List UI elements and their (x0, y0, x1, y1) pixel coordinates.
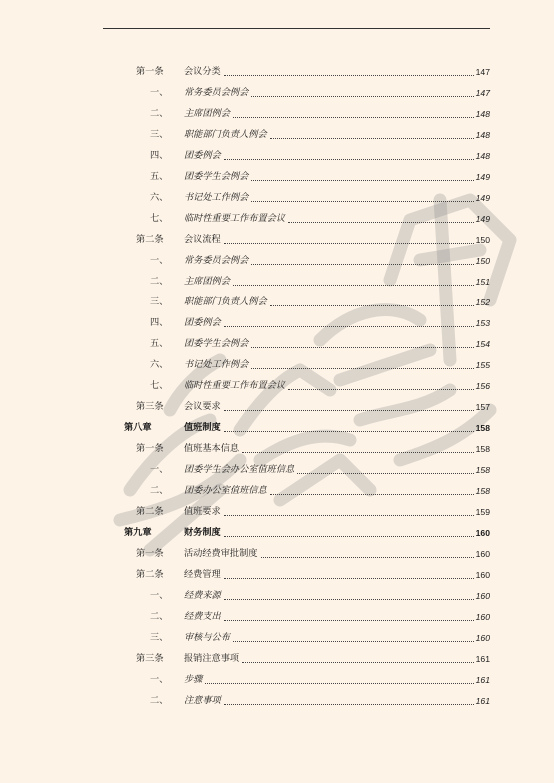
toc-entry-page-number: 151 (475, 276, 490, 287)
toc-entry-title: 报销注意事项 (184, 652, 240, 664)
toc-entry-sub[interactable] (150, 694, 490, 708)
toc-entry-page-number: 149 (475, 213, 490, 224)
toc-entry-sub[interactable] (150, 191, 490, 205)
toc-entry-label: 第九章 (124, 526, 152, 538)
dot-leader (224, 243, 474, 244)
toc-entry-label: 第一条 (136, 547, 164, 559)
toc-entry-page-number: 152 (475, 297, 490, 308)
toc-entry-label: 五、 (150, 170, 169, 182)
toc-entry-label: 二、 (150, 107, 169, 119)
dot-leader (224, 536, 474, 537)
toc-entry-article[interactable] (136, 65, 490, 79)
toc-entry-page-number: 148 (475, 108, 490, 119)
toc-entry-title: 经费支出 (184, 610, 221, 622)
toc-entry-title: 经费管理 (184, 568, 221, 580)
toc-entry-label: 三、 (150, 296, 169, 308)
dot-leader (224, 75, 474, 76)
toc-entry-title: 审核与公布 (184, 631, 230, 643)
toc-entry-page-number: 148 (475, 150, 490, 161)
toc-entry-sub[interactable] (150, 463, 490, 477)
toc-entry-sub[interactable] (150, 673, 490, 687)
toc-entry-page-number: 155 (475, 360, 490, 371)
toc-entry-label: 二、 (150, 275, 169, 287)
toc-entry-page-number: 159 (475, 506, 490, 517)
toc-entry-page-number: 149 (475, 192, 490, 203)
dot-leader (233, 285, 474, 286)
toc-entry-sub[interactable] (150, 589, 490, 603)
dot-leader (224, 599, 474, 600)
toc-entry-label: 一、 (150, 464, 169, 476)
toc-entry-page-number: 147 (475, 87, 490, 98)
toc-entry-label: 四、 (150, 149, 169, 161)
toc-entry-page-number: 161 (475, 653, 490, 664)
toc-entry-title: 团委学生会例会 (184, 338, 249, 350)
toc-entry-sub[interactable] (150, 128, 490, 142)
toc-entry-page-number: 158 (475, 465, 490, 476)
dot-leader (224, 515, 474, 516)
toc-entry-sub[interactable] (150, 275, 490, 289)
toc-entry-page-number: 158 (475, 423, 490, 434)
dot-leader (224, 704, 474, 705)
toc-entry-label: 一、 (150, 673, 169, 685)
dot-leader (233, 117, 474, 118)
toc-entry-label: 第八章 (124, 422, 152, 434)
dot-leader (288, 389, 474, 390)
toc-entry-label: 二、 (150, 694, 169, 706)
toc-entry-label: 四、 (150, 317, 169, 329)
dot-leader (205, 683, 473, 684)
toc-entry-sub[interactable] (150, 337, 490, 351)
dot-leader (224, 410, 474, 411)
toc-entry-label: 三、 (150, 631, 169, 643)
toc-entry-sub[interactable] (150, 86, 490, 100)
toc-entry-page-number: 156 (475, 381, 490, 392)
toc-entry-title: 经费来源 (184, 589, 221, 601)
toc-entry-title: 值班基本信息 (184, 443, 240, 455)
toc-entry-page-number: 160 (475, 632, 490, 643)
toc-entry-label: 第二条 (136, 568, 164, 580)
toc-entry-label: 一、 (150, 254, 169, 266)
toc-entry-label: 第一条 (136, 443, 164, 455)
toc-entry-sub[interactable] (150, 316, 490, 330)
toc-entry-title: 会议流程 (184, 233, 221, 245)
toc-entry-sub[interactable] (150, 254, 490, 268)
dot-leader (270, 305, 474, 306)
toc-entry-title: 临时性重要工作布置会议 (184, 380, 286, 392)
toc-entry-title: 书记处工作例会 (184, 359, 249, 371)
toc-entry-title: 团委学生会例会 (184, 170, 249, 182)
dot-leader (251, 347, 473, 348)
toc-entry-label: 第二条 (136, 233, 164, 245)
toc-entry-page-number: 149 (475, 171, 490, 182)
toc-entry-sub[interactable] (150, 212, 490, 226)
dot-leader (251, 201, 473, 202)
toc-entry-page-number: 157 (475, 402, 490, 413)
toc-entry-title: 步骤 (184, 673, 203, 685)
toc-entry-label: 第三条 (136, 401, 164, 413)
toc-entry-article[interactable] (136, 547, 490, 561)
dot-leader (251, 180, 473, 181)
toc-entry-title: 团委例会 (184, 149, 221, 161)
dot-leader (270, 138, 474, 139)
toc-entry-label: 五、 (150, 338, 169, 350)
toc-entry-title: 书记处工作例会 (184, 191, 249, 203)
toc-entry-title: 主席团例会 (184, 275, 230, 287)
toc-entry-sub[interactable] (150, 107, 490, 121)
dot-leader (224, 326, 474, 327)
toc-entry-label: 七、 (150, 212, 169, 224)
toc-entry-label: 第二条 (136, 505, 164, 517)
toc-entry-article[interactable] (136, 400, 490, 414)
toc-entry-label: 一、 (150, 589, 169, 601)
toc-entry-page-number: 161 (475, 674, 490, 685)
toc-entry-title: 主席团例会 (184, 107, 230, 119)
dot-leader (224, 431, 474, 432)
toc-entry-label: 第三条 (136, 652, 164, 664)
toc-entry-sub[interactable] (150, 379, 490, 393)
toc-entry-article[interactable] (136, 442, 490, 456)
dot-leader (251, 368, 473, 369)
toc-entry-page-number: 147 (475, 67, 490, 77)
toc-entry-label: 六、 (150, 359, 169, 371)
dot-leader (224, 578, 474, 579)
toc-entry-label: 二、 (150, 485, 169, 496)
toc-entry-page-number: 161 (475, 695, 490, 706)
toc-entry-sub[interactable] (150, 295, 490, 309)
toc-entry-page-number: 160 (475, 527, 490, 538)
toc-entry-title: 值班要求 (184, 505, 221, 517)
toc-entry-article[interactable] (136, 652, 490, 666)
toc-entry-chapter[interactable] (124, 421, 490, 435)
toc-entry-title: 活动经费审批制度 (184, 547, 258, 559)
dot-leader (224, 620, 474, 621)
toc-entry-sub[interactable] (150, 358, 490, 372)
toc-entry-article[interactable] (136, 233, 490, 247)
toc-entry-title: 临时性重要工作布置会议 (184, 212, 286, 224)
toc-entry-page-number: 150 (475, 255, 490, 266)
toc-entry-sub[interactable] (150, 610, 490, 624)
toc-entry-label: 二、 (150, 610, 169, 622)
toc-entry-article[interactable] (136, 568, 490, 582)
toc-entry-page-number: 160 (475, 611, 490, 622)
dot-leader (297, 473, 473, 474)
toc-entry-title: 会议要求 (184, 401, 221, 413)
toc-entry-title: 职能部门负责人例会 (184, 128, 267, 140)
toc-entry-title: 会议分类 (184, 66, 221, 77)
dot-leader (233, 641, 474, 642)
toc-entry-sub[interactable] (150, 149, 490, 163)
toc-entry-page-number: 153 (475, 318, 490, 329)
toc-entry-title: 团委办公室值班信息 (184, 485, 267, 496)
toc-entry-label: 三、 (150, 128, 169, 140)
toc-entry-title: 团委学生会办公室值班信息 (184, 464, 295, 476)
toc-entry-title: 常务委员会例会 (184, 86, 249, 98)
toc-entry-page-number: 160 (475, 569, 490, 580)
toc-entry-page-number: 154 (475, 339, 490, 350)
toc-entry-sub[interactable] (150, 631, 490, 645)
toc-entry-page-number: 158 (475, 444, 490, 455)
dot-leader (242, 662, 474, 663)
toc-entry-sub[interactable] (150, 170, 490, 184)
toc-entry-label: 六、 (150, 191, 169, 203)
toc-entry-page-number: 150 (475, 234, 490, 245)
toc-entry-sub[interactable] (150, 484, 490, 498)
toc-entry-article[interactable] (136, 505, 490, 519)
toc-entry-title: 团委例会 (184, 317, 221, 329)
toc-entry-chapter[interactable] (124, 526, 490, 540)
toc-entry-label: 第一条 (136, 66, 164, 77)
toc-entry-label: 七、 (150, 380, 169, 392)
dot-leader (261, 557, 474, 558)
dot-leader (270, 494, 474, 495)
toc-entry-title: 值班制度 (184, 422, 221, 434)
toc-entry-label: 一、 (150, 86, 169, 98)
toc-entry-title: 常务委员会例会 (184, 254, 249, 266)
toc-entry-page-number: 160 (475, 590, 490, 601)
toc-entry-page-number: 160 (475, 548, 490, 559)
dot-leader (224, 159, 474, 160)
toc-entry-title: 财务制度 (184, 526, 221, 538)
dot-leader (242, 452, 474, 453)
toc-entry-page-number: 158 (475, 486, 490, 496)
dot-leader (251, 96, 473, 97)
dot-leader (251, 264, 473, 265)
dot-leader (288, 222, 474, 223)
toc-entry-title: 职能部门负责人例会 (184, 296, 267, 308)
toc-entry-page-number: 148 (475, 129, 490, 140)
toc-entry-title: 注意事项 (184, 694, 221, 706)
